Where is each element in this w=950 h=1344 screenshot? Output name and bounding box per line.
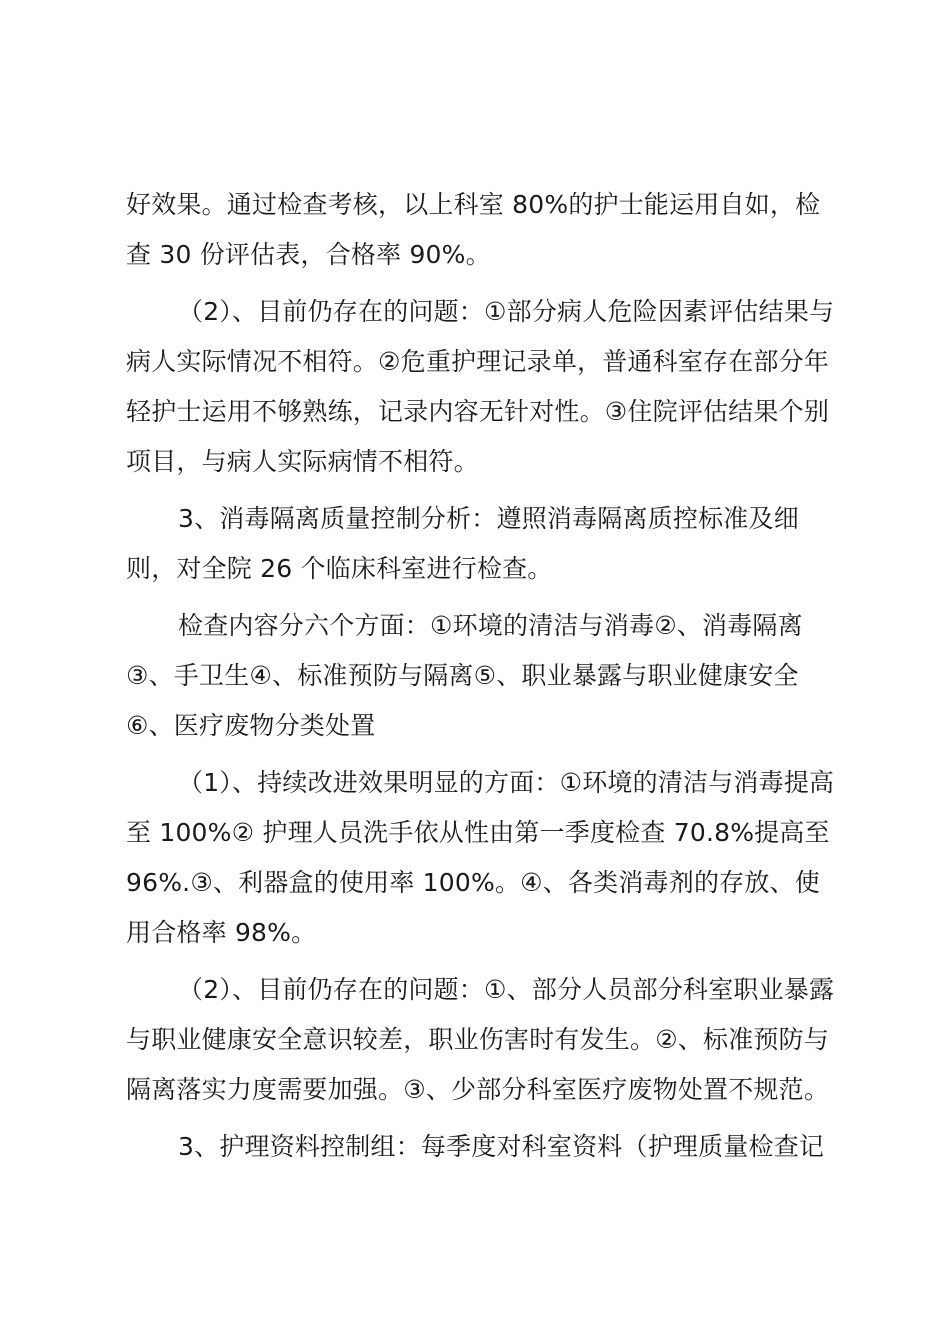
paragraph-continuation: 好效果。通过检查考核，以上科室 80%的护士能运用自如，检查 30 份评估表，合格率 90%。: [126, 190, 821, 269]
paragraph-nursing-records-group: 3、护理资料控制组：每季度对科室资料（护理质量检查记: [178, 1132, 825, 1161]
paragraph-remaining-issues-disinfection: （2）、目前仍存在的问题：①、部分人员部分科室职业暴露与职业健康安全意识较差，职业伤害时有发生。②、标准预防与隔离落实力度需要加强。③、少部分科室医疗废物处置不规范。: [126, 975, 835, 1104]
paragraph-remaining-issues-assessment: （2）、目前仍存在的问题：①部分病人危险因素评估结果与病人实际情况不相符。②危重护理记录单，普通科室存在部分年轻护士运用不够熟练，记录内容无针对性。③住院评估结果个别项目，与病人实际病情不相符。: [126, 297, 835, 476]
paragraph-improvement-results: （1）、持续改进效果明显的方面：①环境的清洁与消毒提高至 100%② 护理人员洗手依从性由第一季度检查 70.8%提高至 96%.③、利器盒的使用率 100%。④、各类消毒剂的存放、使用合格率 98%。: [126, 768, 835, 947]
paragraph-disinfection-analysis: 3、消毒隔离质量控制分析：遵照消毒隔离质控标准及细则，对全院 26 个临床科室进行检查。: [126, 504, 799, 583]
paragraph-inspection-content: 检查内容分六个方面：①环境的清洁与消毒②、消毒隔离③、手卫生④、标准预防与隔离⑤、职业暴露与职业健康安全⑥、医疗废物分类处置: [126, 611, 803, 740]
document-body: [126, 180, 836, 1179]
